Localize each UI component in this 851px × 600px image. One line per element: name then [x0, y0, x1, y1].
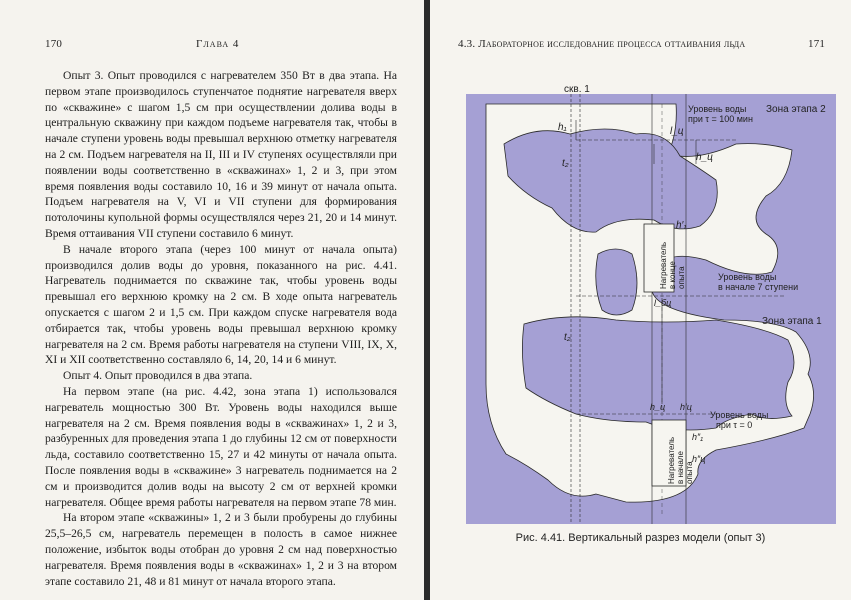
- page-number-left: 170: [45, 38, 63, 50]
- paragraph: Опыт 4. Опыт проводился в два этапа.: [63, 369, 253, 383]
- label-zone-stage-2: Зона этапа 2: [766, 104, 826, 115]
- figure-caption: Рис. 4.41. Вертикальный разрез модели (опыт 3): [515, 532, 766, 544]
- right-page: [430, 0, 851, 600]
- model-section-figure: [466, 84, 836, 524]
- label-hc: h_ц: [696, 152, 713, 163]
- label-water-level-100: при τ = 100 мин: [688, 114, 753, 124]
- label-h-dprime-c: h″ц: [692, 454, 706, 464]
- paragraph: На втором этапе «скважины» 1, 2 и 3 были пробурены до глубины 25,5–26,5 см, нагреватель перемещен в полость в самое нижнее положение, избыток воды отобран до уровня 2 см над поверхностью нагревателя. Время появления воды в «скважинах» 1, 2 и 3 на втором этапе составило 21, 48 и 81 минут от начала второго этапа.: [45, 511, 397, 588]
- svg-text:в конце: в конце: [668, 261, 677, 289]
- label-hc-low: h_ц: [650, 402, 666, 412]
- label-h1: h₁: [558, 122, 567, 133]
- paragraph: На первом этапе (на рис. 4.42, зона этапа 1) использовался нагреватель мощностью 300 Вт. Уровень воды находился выше нагревателя на 2 см. Время появления воды в «скважинах» 1, 2 и 3, разбуренных для проведения этапа 1 до глубины 12 см от поверхности льда, составило соответственно 15, 27 и 42 минуты от начала опыта. После появления воды в «скважине» 3 нагреватель поднимается на 2 см и производится долив воды на высоту 2 см от верхней кромки нагревателя. Общее время работы нагревателя на первом этапе 78 мин.: [45, 384, 397, 509]
- label-t2: t₂: [562, 158, 569, 169]
- label-h-prime-c: h′ц: [680, 402, 692, 412]
- section-header: 4.3. Лабораторное исследование процесса оттаивания льда: [458, 38, 746, 50]
- label-water-level-7: в начале 7 ступени: [718, 282, 799, 292]
- svg-text:Нагреватель: Нагреватель: [667, 436, 676, 484]
- label-t2: t₂: [564, 332, 571, 343]
- paragraph: Опыт 3. Опыт проводился с нагревателем 350 Вт в два этапа. На первом этапе производилось ступенчатое поднятие нагревателя вверх по «скважине» с шагом 1,5 см при осуществлении долива воды в центральную скважину при каждом подъеме нагревателя так, чтобы в начале ступени уровень воды превышал верхнюю отметку нагревателя на 2 см. Подъем нагревателя на II, III и IV ступенях осуществляли при появлении воды соответственно в «скважинах» 1, 2 и 3, при этом время появления воды составило 10, 16 и 39 минут от начала опыта. Подъем нагревателя на V, VI и VII ступени для формирования потолочины купольной формы осуществлялся через 21, 20 и 14 минут. Время оттаивания VII ступени составило 6 минут.: [45, 69, 397, 240]
- page-number-right: 171: [808, 38, 826, 50]
- label-water-level-100: Уровень воды: [688, 104, 747, 114]
- label-lc: l_ц: [670, 126, 684, 137]
- left-page: [0, 0, 424, 600]
- label-h-prime: h′₁: [676, 220, 687, 231]
- label-well: скв. 1: [564, 84, 590, 95]
- body-text: [45, 68, 397, 589]
- svg-text:опыта: опыта: [677, 266, 686, 289]
- label-lbc: l_бц: [654, 298, 672, 308]
- label-water-level-0: Уровень воды: [710, 410, 769, 420]
- label-water-level-0: при τ = 0: [716, 420, 753, 430]
- label-zone-stage-1: Зона этапа 1: [762, 316, 822, 327]
- svg-text:опыта: опыта: [685, 461, 694, 484]
- chapter-header: Глава 4: [196, 38, 240, 50]
- paragraph: В начале второго этапа (через 100 минут от начала опыта) производился долив воды до уровня, показанного на рис. 4.41. Нагреватель поднимается по скважине так, чтобы уровень воды превышал его верхнюю кромку на 2 см. В ходе опыта нагреватель опускается с шагом 2 и 1,5 см. При каждом спуске нагревателя вода отбирается так, чтобы уровень воды превышал верхнюю кромку нагревателя на 2 см. Время работы нагревателя на ступени VIII, IX, X, XI и XII соответственно составляло 6, 14, 20, 14 и 6 минут.: [45, 242, 397, 367]
- label-water-level-7: Уровень воды: [718, 272, 777, 282]
- svg-text:в начале: в начале: [676, 451, 685, 484]
- svg-text:Нагреватель: Нагреватель: [659, 241, 668, 289]
- cavity-lobe: [596, 249, 637, 315]
- label-h-dprime-1: h″₁: [692, 432, 704, 442]
